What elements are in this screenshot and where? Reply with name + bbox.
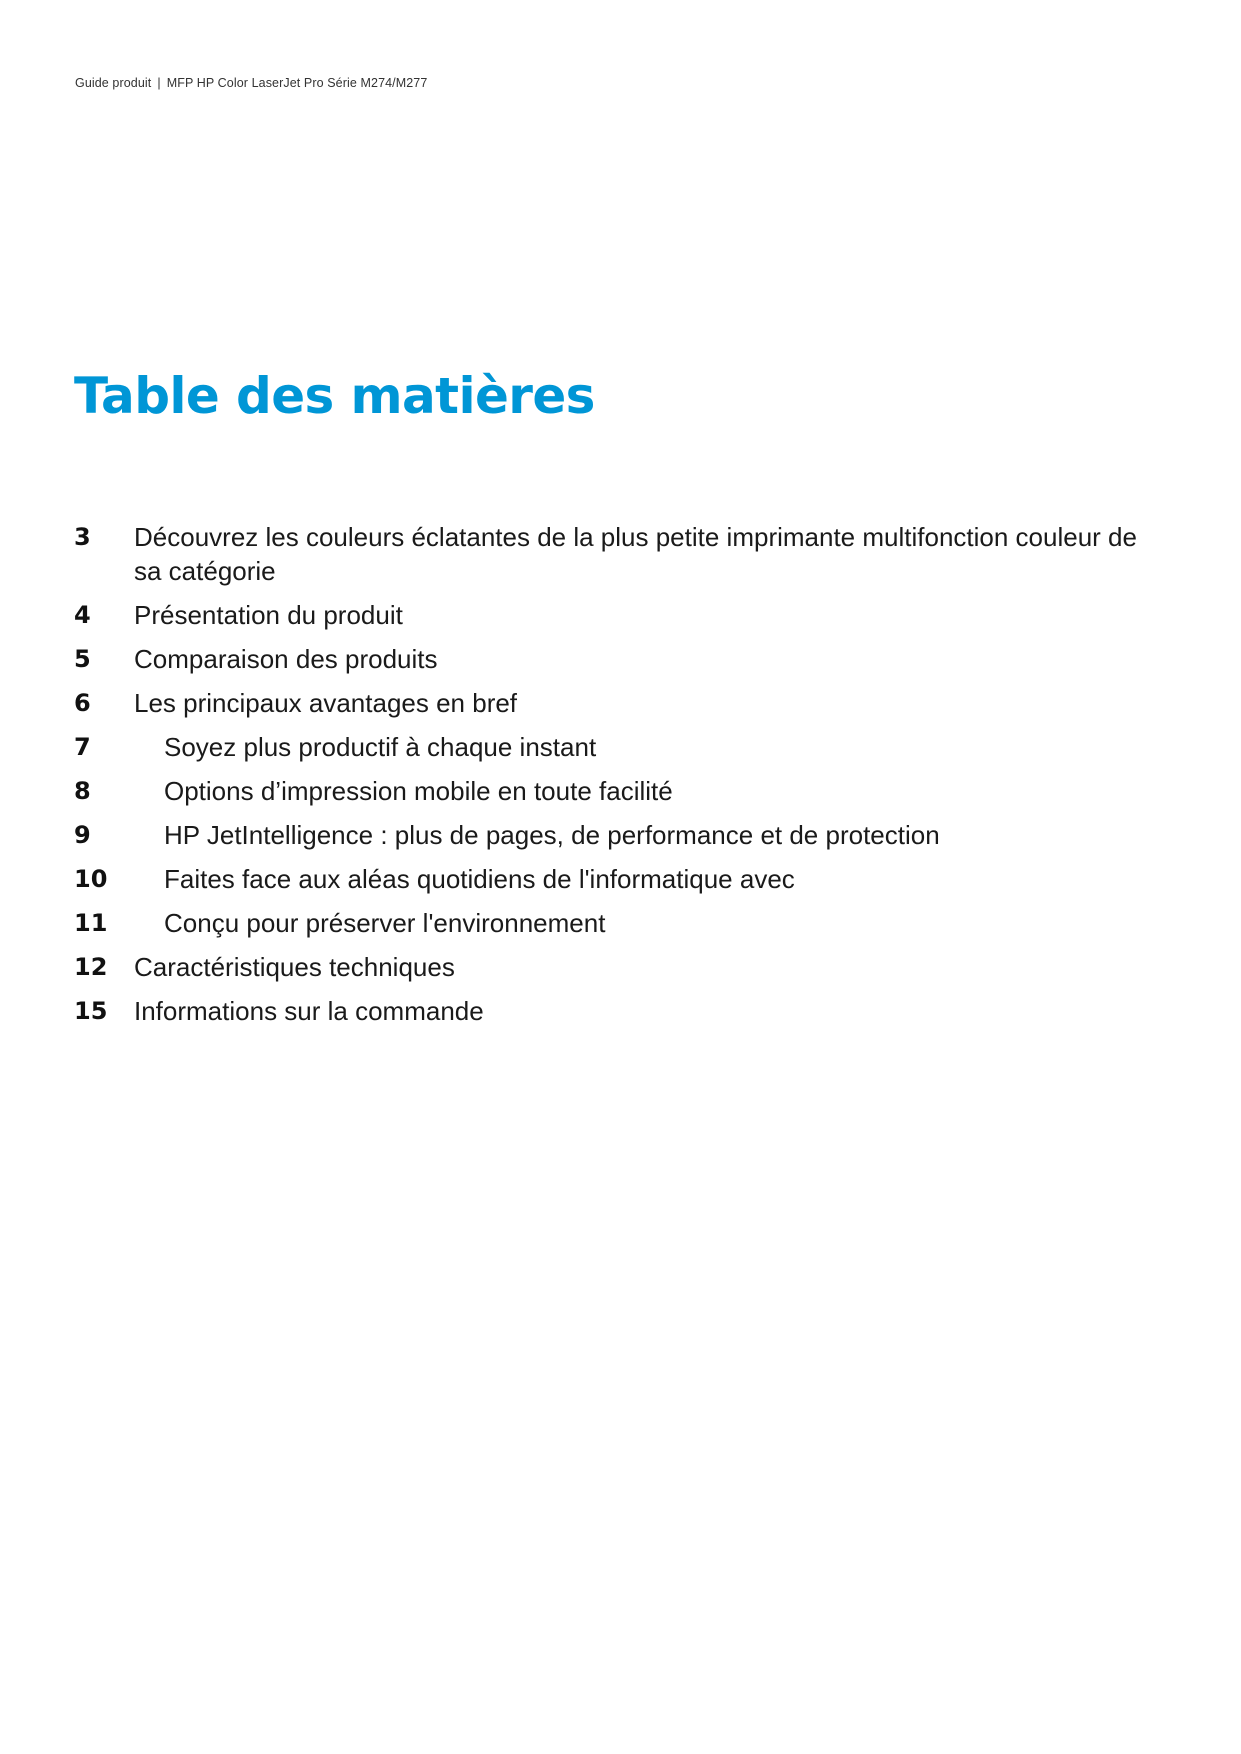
header-separator: | <box>157 76 161 90</box>
header-product-name: MFP HP Color LaserJet Pro Série M274/M277 <box>166 76 428 90</box>
toc-page-number: 15 <box>74 997 108 1025</box>
toc-subentry[interactable] <box>74 906 1154 940</box>
header-doc-type: Guide produit <box>75 76 152 90</box>
toc-page-number: 3 <box>74 523 91 551</box>
toc-entry-title: Options d’impression mobile en toute facilité <box>164 776 673 806</box>
toc-subentry[interactable] <box>74 818 1154 852</box>
toc-entry[interactable] <box>74 994 1154 1028</box>
toc-entry-title: Présentation du produit <box>134 600 403 630</box>
toc-entry-title: Les principaux avantages en bref <box>134 688 518 718</box>
toc-subentry[interactable] <box>74 730 1154 764</box>
toc-entry[interactable] <box>74 520 1154 588</box>
toc-entry[interactable] <box>74 598 1154 632</box>
toc-entry-title: Comparaison des produits <box>134 644 438 674</box>
page-header <box>75 76 427 90</box>
toc-entry[interactable] <box>74 686 1154 720</box>
toc-page-number: 12 <box>74 953 108 981</box>
toc-page-number: 5 <box>74 645 91 673</box>
toc-entry-title: Découvrez les couleurs éclatantes de la plus petite imprimante multifonction couleur de sa catégorie <box>134 522 1137 586</box>
toc-page-number: 8 <box>74 777 91 805</box>
toc-subentry[interactable] <box>74 774 1154 808</box>
toc-page-number: 9 <box>74 821 91 849</box>
toc-page-number: 10 <box>74 865 108 893</box>
toc-entry-title: Caractéristiques techniques <box>134 952 455 982</box>
toc-entry-title: Soyez plus productif à chaque instant <box>164 732 597 762</box>
toc-entry[interactable] <box>74 950 1154 984</box>
toc-page-number: 11 <box>74 909 108 937</box>
toc-page-number: 4 <box>74 601 91 629</box>
table-of-contents <box>74 520 1154 1028</box>
toc-page-number: 6 <box>74 689 91 717</box>
toc-page-number: 7 <box>74 733 91 761</box>
page-title: Table des matières <box>74 367 595 425</box>
toc-entry[interactable] <box>74 642 1154 676</box>
toc-subentry[interactable] <box>74 862 1154 896</box>
toc-entry-title: Conçu pour préserver l'environnement <box>164 908 606 938</box>
toc-entry-title: Informations sur la commande <box>134 996 484 1026</box>
toc-entry-title: HP JetIntelligence : plus de pages, de performance et de protection <box>164 820 940 850</box>
toc-entry-title: Faites face aux aléas quotidiens de l'informatique avec <box>164 864 795 894</box>
